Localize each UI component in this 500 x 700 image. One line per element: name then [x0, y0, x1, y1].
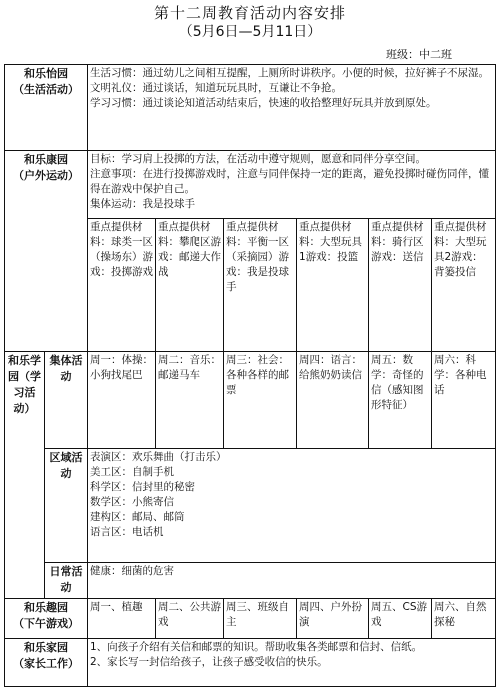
home-line: 2、家长写一封信给孩子，让孩子感受收信的快乐。 — [90, 656, 328, 668]
outdoor-label-name: 和乐康园 — [24, 153, 68, 166]
collective-label: 集体活动 — [45, 352, 88, 449]
life-content — [88, 65, 496, 151]
life-label — [5, 65, 88, 151]
row-learning-daily — [5, 563, 496, 599]
outdoor-line: 集体运动：我是投球手 — [90, 198, 195, 210]
area-label: 区域活动 — [45, 449, 88, 563]
home-label-name: 和乐家园 — [24, 641, 68, 654]
outdoor-line: 注意事项：在进行投掷游戏时，注意与同伴保持一定的距离，避免投掷时碰伤同伴，懂得在游戏中保护自己。 — [90, 168, 489, 195]
collective-cell: 周三：社会：各种各样的邮票 — [224, 352, 297, 449]
outdoor-line: 目标：学习肩上投掷的方法，在活动中遵守规则，愿意和同伴分享空间。 — [90, 153, 426, 165]
row-games — [5, 599, 496, 639]
outdoor-area-cell: 重点提供材料：骑行区游戏：送信 — [369, 219, 432, 352]
games-cell: 周六、自然探秘 — [432, 599, 496, 639]
date-range: （5月6日—5月11日） — [178, 24, 322, 40]
area-line: 语言区：电话机 — [90, 526, 164, 538]
collective-cell: 周六：科学：各种电话 — [432, 352, 496, 449]
outdoor-label-type: （户外运动） — [13, 169, 79, 182]
collective-cell: 周一：体操：小狗找尾巴 — [88, 352, 156, 449]
outdoor-content — [88, 151, 496, 219]
row-learning-areas — [5, 449, 496, 563]
outdoor-area-cell: 重点提供材料：攀爬区游戏：邮递大作战 — [156, 219, 224, 352]
learning-label: 和乐学园（学习活动） — [5, 352, 45, 599]
games-cell: 周三、班级自主 — [224, 599, 297, 639]
games-cell: 周五、CS游戏 — [369, 599, 432, 639]
outdoor-label — [5, 151, 88, 352]
area-line: 表演区：欢乐舞曲（打击乐） — [90, 451, 227, 463]
games-label-type: （下午游戏） — [13, 617, 79, 630]
life-line: 学习习惯：通过谈论知道活动结束后，快速的收拾整理好玩具并放到原处。 — [90, 97, 437, 109]
life-line: 文明礼仪：通过谈话，知道玩玩具时，互谦让不争抢。 — [90, 82, 342, 94]
collective-cell: 周二：音乐：邮递马车 — [156, 352, 224, 449]
row-outdoor-goal — [5, 151, 496, 219]
area-line: 建构区：邮局、邮筒 — [90, 511, 185, 523]
outdoor-area-cell: 重点提供材料：大型玩具2游戏：背篓投信 — [432, 219, 496, 352]
row-home — [5, 639, 496, 687]
area-line: 数学区：小熊寄信 — [90, 496, 174, 508]
collective-cell: 周五：数学：奇怪的信（感知图形特征） — [369, 352, 432, 449]
row-life — [5, 65, 496, 151]
home-line: 1、向孩子介绍有关信和邮票的知识。帮助收集各类邮票和信封、信纸。 — [90, 641, 423, 653]
home-content — [88, 639, 496, 687]
area-line: 科学区：信封里的秘密 — [90, 481, 195, 493]
home-label — [5, 639, 88, 687]
collective-cell: 周四：语言：给熊奶奶读信 — [297, 352, 369, 449]
games-cell: 周四、户外扮演 — [297, 599, 369, 639]
games-cell: 周一、植趣 — [88, 599, 156, 639]
area-line: 美工区：自制手机 — [90, 466, 174, 478]
life-label-type: （生活活动） — [13, 83, 79, 96]
games-label-name: 和乐趣园 — [24, 601, 68, 614]
outdoor-area-cell: 重点提供材料：平衡一区（采摘园）游戏：我是投球手 — [224, 219, 297, 352]
row-learning-collective — [5, 352, 496, 449]
life-label-name: 和乐怡园 — [24, 67, 68, 80]
page-title: 第十二周教育活动内容安排 — [153, 4, 346, 22]
daily-label: 日常活动 — [45, 563, 88, 599]
area-content — [88, 449, 496, 563]
class-label: 班级：中二班 — [386, 48, 452, 61]
outdoor-area-cell: 重点提供材料：球类一区（操场东）游戏：投掷游戏 — [88, 219, 156, 352]
schedule-table — [4, 64, 496, 687]
life-line: 生活习惯：通过幼儿之间相互提醒，上厕所时讲秩序。小便的时候，拉好裤子不尿湿。 — [90, 67, 489, 79]
daily-content: 健康：细菌的危害 — [88, 563, 496, 599]
home-label-type: （家长工作） — [13, 657, 79, 670]
games-label — [5, 599, 88, 639]
outdoor-area-cell: 重点提供材料：大型玩具1游戏：投篮 — [297, 219, 369, 352]
games-cell: 周二、公共游戏 — [156, 599, 224, 639]
